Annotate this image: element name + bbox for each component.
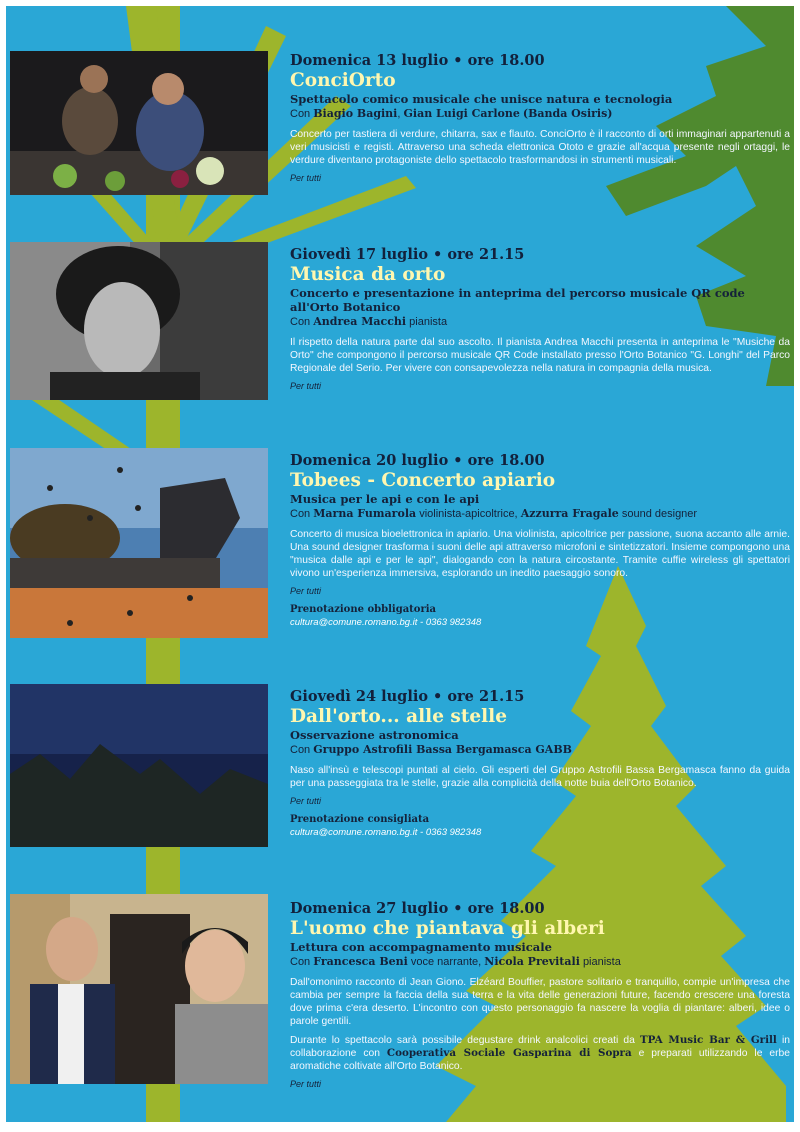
performer-name: Nicola Previtali xyxy=(484,955,580,968)
vegetable xyxy=(171,170,189,188)
event-photo-tobees xyxy=(10,448,268,638)
event-credits: Con Gruppo Astrofili Bassa Bergamasca GABB xyxy=(290,743,572,756)
event-date: Domenica 20 luglio • ore 18.00 xyxy=(290,452,545,469)
event-credits: Con Biagio Bagini, Gian Luigi Carlone (Banda Osiris) xyxy=(290,107,613,120)
performer-group: (Banda Osiris) xyxy=(522,107,613,120)
booking-note: Prenotazione consigliata xyxy=(290,814,430,825)
event-description: Il rispetto della natura parte dal suo ascolto. Il pianista Andrea Macchi presenta in anteprima le "Musiche da Orto" che compongono il percorso musicale QR Code installato presso l'Orto Botanico "G. Longhi" del Parco Regionale del Serio. Per vivere con consapevolezza nella natura in compagnia della musica. xyxy=(290,337,790,374)
event-date: Domenica 27 luglio • ore 18.00 xyxy=(290,900,545,917)
event-description: Concerto di musica bioelettronica in apiario. Una violinista, apicoltrice per passione, suona accanto alle arnie. Una sound designer trasforma i suoni delle api attraverso microfoni e sintetizzatori. Insieme compongono una "musica dalle api e per le api", dialogando con la natura circostante. Tramite cuffie wireless gli spettatori vivono un'esperienza immersiva, esplorando un inedito paesaggio sonoro. xyxy=(290,529,790,579)
event-subtitle: Concerto e presentazione in anteprima del percorso musicale QR code all'Orto Botanico xyxy=(290,286,745,314)
performer-role: pianista xyxy=(409,316,448,328)
performer-name: Gruppo Astrofili Bassa Bergamasca GABB xyxy=(313,743,572,756)
event-tobees xyxy=(290,452,790,628)
performer-role: voce narrante, xyxy=(410,956,482,968)
event-description: Naso all'insù e telescopi puntati al cielo. Gli esperti del Gruppo Astrofili Bassa Bergamasca fanno da guida per una passeggiata tra le stelle, grazie alla complicità della notte buia dell'Orto Botanico. xyxy=(290,765,790,789)
event-title: Musica da orto xyxy=(290,264,446,285)
performer-figure xyxy=(62,87,118,155)
event-audience: Per tutti xyxy=(290,381,322,391)
performer-name: Gian Luigi Carlone xyxy=(403,107,520,120)
beehive xyxy=(10,558,220,588)
vegetable xyxy=(53,164,77,188)
performer-name: Azzurra Fragale xyxy=(520,507,619,520)
partner-name: Cooperativa Sociale Gasparina di Sopra xyxy=(386,1047,632,1059)
performer-name: Biagio Bagini xyxy=(313,107,398,120)
portrait-man xyxy=(46,917,98,981)
event-subtitle: Lettura con accompagnamento musicale xyxy=(290,940,552,954)
performer-role: violinista-apicoltrice, xyxy=(419,508,518,520)
event-photo-conciorto xyxy=(10,51,268,195)
partner-name: TPA Music Bar & Grill xyxy=(639,1034,777,1046)
event-photo-uomo-alberi xyxy=(10,894,268,1084)
event-title: ConciOrto xyxy=(290,70,396,91)
event-description: Dall'omonimo racconto di Jean Giono. Elzéard Bouffier, pastore solitario e tranquillo, compie un'impresa che cambia per sempre la faccia della sua terra e la vita delle generazioni future, facendo crescere una foresta dove prima c'era deserto. L'incontro con questo personaggio fa nascere la voglia di piantare: alberi, idee o parole gentili. Durante lo spettacolo sarà possibile degustare drink analcolici creati da TPA Music Bar & Grill in collaborazione con Cooperativa Sociale Gasparina di Sopra e preparati utilizzando le erbe aromatiche coltivate all'Orto Botanico. xyxy=(290,977,790,1072)
event-photo-musica-da-orto xyxy=(10,242,268,400)
event-uomo-alberi xyxy=(290,900,790,1089)
portrait-face xyxy=(84,282,160,378)
booking-note: Prenotazione obbligatoria xyxy=(290,604,437,615)
portrait-woman xyxy=(185,930,245,1002)
event-subtitle: Musica per le api e con le api xyxy=(290,492,480,506)
event-stelle xyxy=(290,688,790,838)
event-subtitle: Osservazione astronomica xyxy=(290,728,459,742)
vegetable xyxy=(105,171,125,191)
booking-contact[interactable]: cultura@comune.romano.bg.it - 0363 982348 xyxy=(290,617,482,628)
event-title: Dall'orto... alle stelle xyxy=(290,706,507,727)
event-description: Concerto per tastiera di verdure, chitarra, sax e flauto. ConciOrto è il racconto di orti immaginari appartenuti a veri musicisti e registi. Attraverso una scheda elettronica Ototo e grazie all'acqua presente negli ortaggi, le verdure diventano protagoniste dello spettacolo trasformandosi in strumenti musicali. xyxy=(290,129,790,166)
event-date: Giovedì 24 luglio • ore 21.15 xyxy=(290,688,525,705)
flyer-page xyxy=(6,6,794,1122)
event-title: Tobees - Concerto apiario xyxy=(290,470,556,491)
event-musica-da-orto xyxy=(290,246,790,391)
vegetable xyxy=(196,157,224,185)
event-title: L'uomo che piantava gli alberi xyxy=(290,918,605,939)
performer-name: Andrea Macchi xyxy=(313,315,407,328)
event-conciorto xyxy=(290,52,790,183)
event-audience: Per tutti xyxy=(290,586,322,596)
event-subtitle: Spettacolo comico musicale che unisce natura e tecnologia xyxy=(290,92,673,106)
performer-name: Francesca Beni xyxy=(313,955,408,968)
event-audience: Per tutti xyxy=(290,173,322,183)
event-photo-stelle xyxy=(10,684,268,847)
performer-role: sound designer xyxy=(621,508,698,520)
event-credits: Con Francesca Beni voce narrante, Nicola Previtali pianista xyxy=(290,955,621,968)
event-date: Giovedì 17 luglio • ore 21.15 xyxy=(290,246,525,263)
event-credits: Con Andrea Macchi pianista xyxy=(290,315,448,328)
event-date: Domenica 13 luglio • ore 18.00 xyxy=(290,52,545,69)
event-audience: Per tutti xyxy=(290,796,322,806)
performer-name: Marna Fumarola xyxy=(313,507,417,520)
event-credits: Con Marna Fumarola violinista-apicoltrice, Azzurra Fragale sound designer xyxy=(290,507,698,520)
performer-role: pianista xyxy=(582,956,621,968)
booking-contact[interactable]: cultura@comune.romano.bg.it - 0363 982348 xyxy=(290,827,482,838)
event-audience: Per tutti xyxy=(290,1079,322,1089)
